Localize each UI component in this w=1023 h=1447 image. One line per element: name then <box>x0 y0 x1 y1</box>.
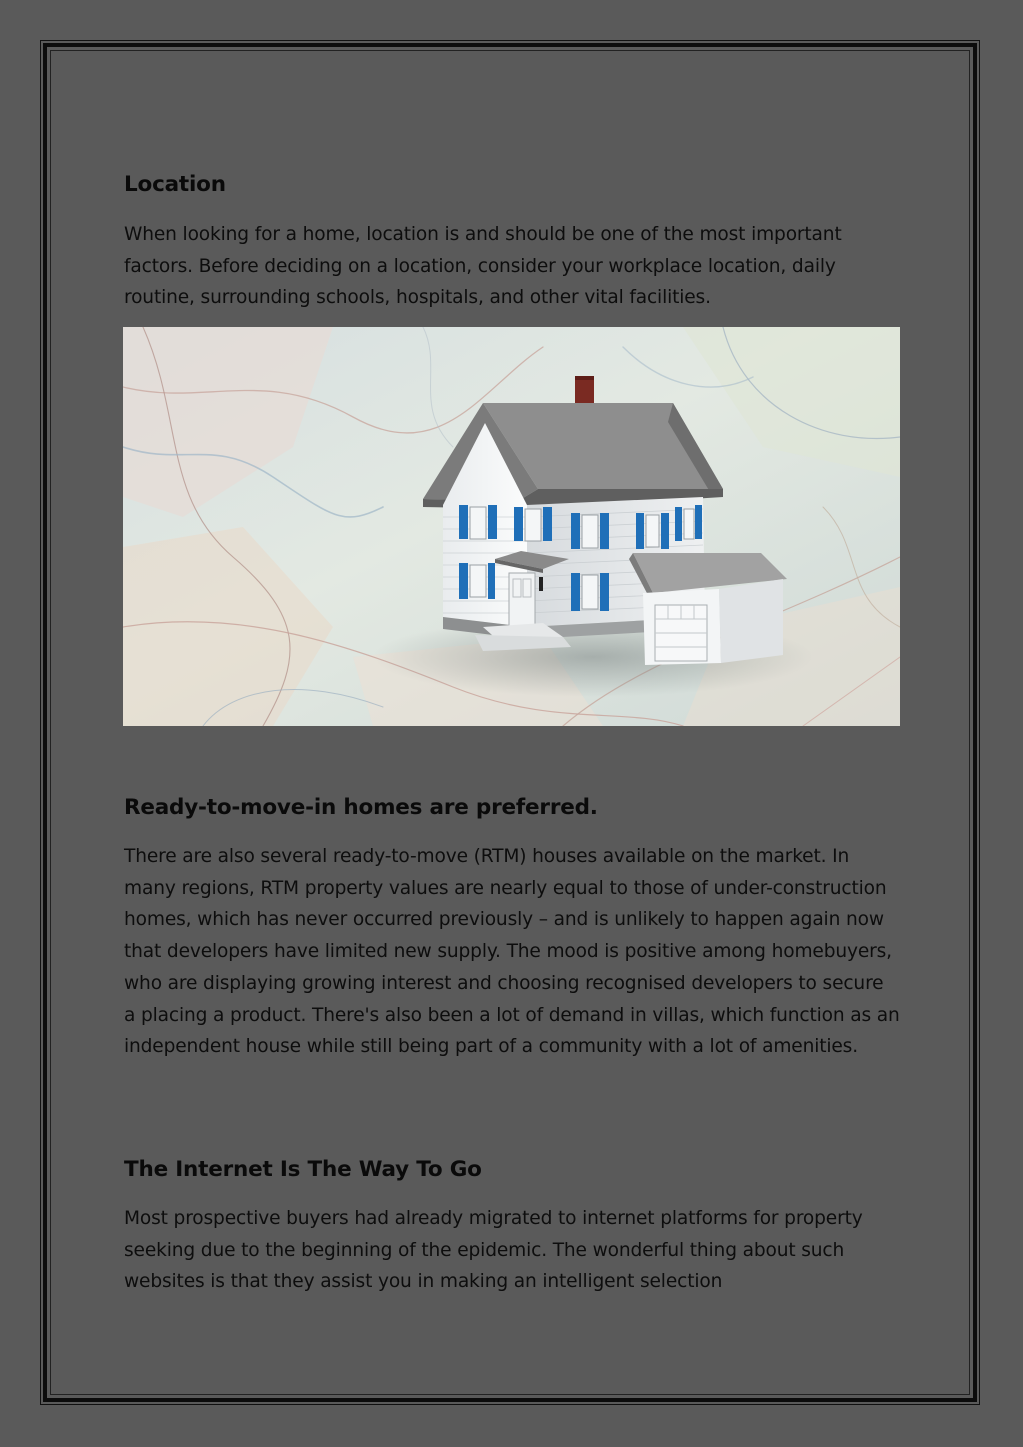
section-heading-location: Location <box>124 172 226 197</box>
garage-wall-side <box>719 579 783 663</box>
section-body-location: When looking for a home, location is and should be one of the most important factors. Before deciding on a location, consider your workplace location, daily routine, surrounding schools, hospitals, and other vital facilities. <box>124 224 842 309</box>
section-body-internet: Most prospective buyers had already migrated to internet platforms for property seeking due to the beginning of the epidemic. The wonderful thing about such websites is that they assist you in making an intelligent selection <box>124 1208 863 1293</box>
section-heading-ready-to-move: Ready-to-move-in homes are preferred. <box>124 795 598 820</box>
section-body-ready-to-move: There are also several ready-to-move (RTM) houses available on the market. In many regions, RTM property values are nearly equal to those of under-construction homes, which has never occurred previously – and is unlikely to happen again now that developers have limited new supply. The mood is positive among homebuyers, who are displaying growing interest and choosing recognised developers to secure a placing a product. There's also been a lot of demand in villas, which function as an independent house while still being part of a community with a lot of amenities. <box>124 846 900 1058</box>
section-heading-internet: The Internet Is The Way To Go <box>124 1157 482 1182</box>
house-on-map-photo <box>123 327 900 726</box>
